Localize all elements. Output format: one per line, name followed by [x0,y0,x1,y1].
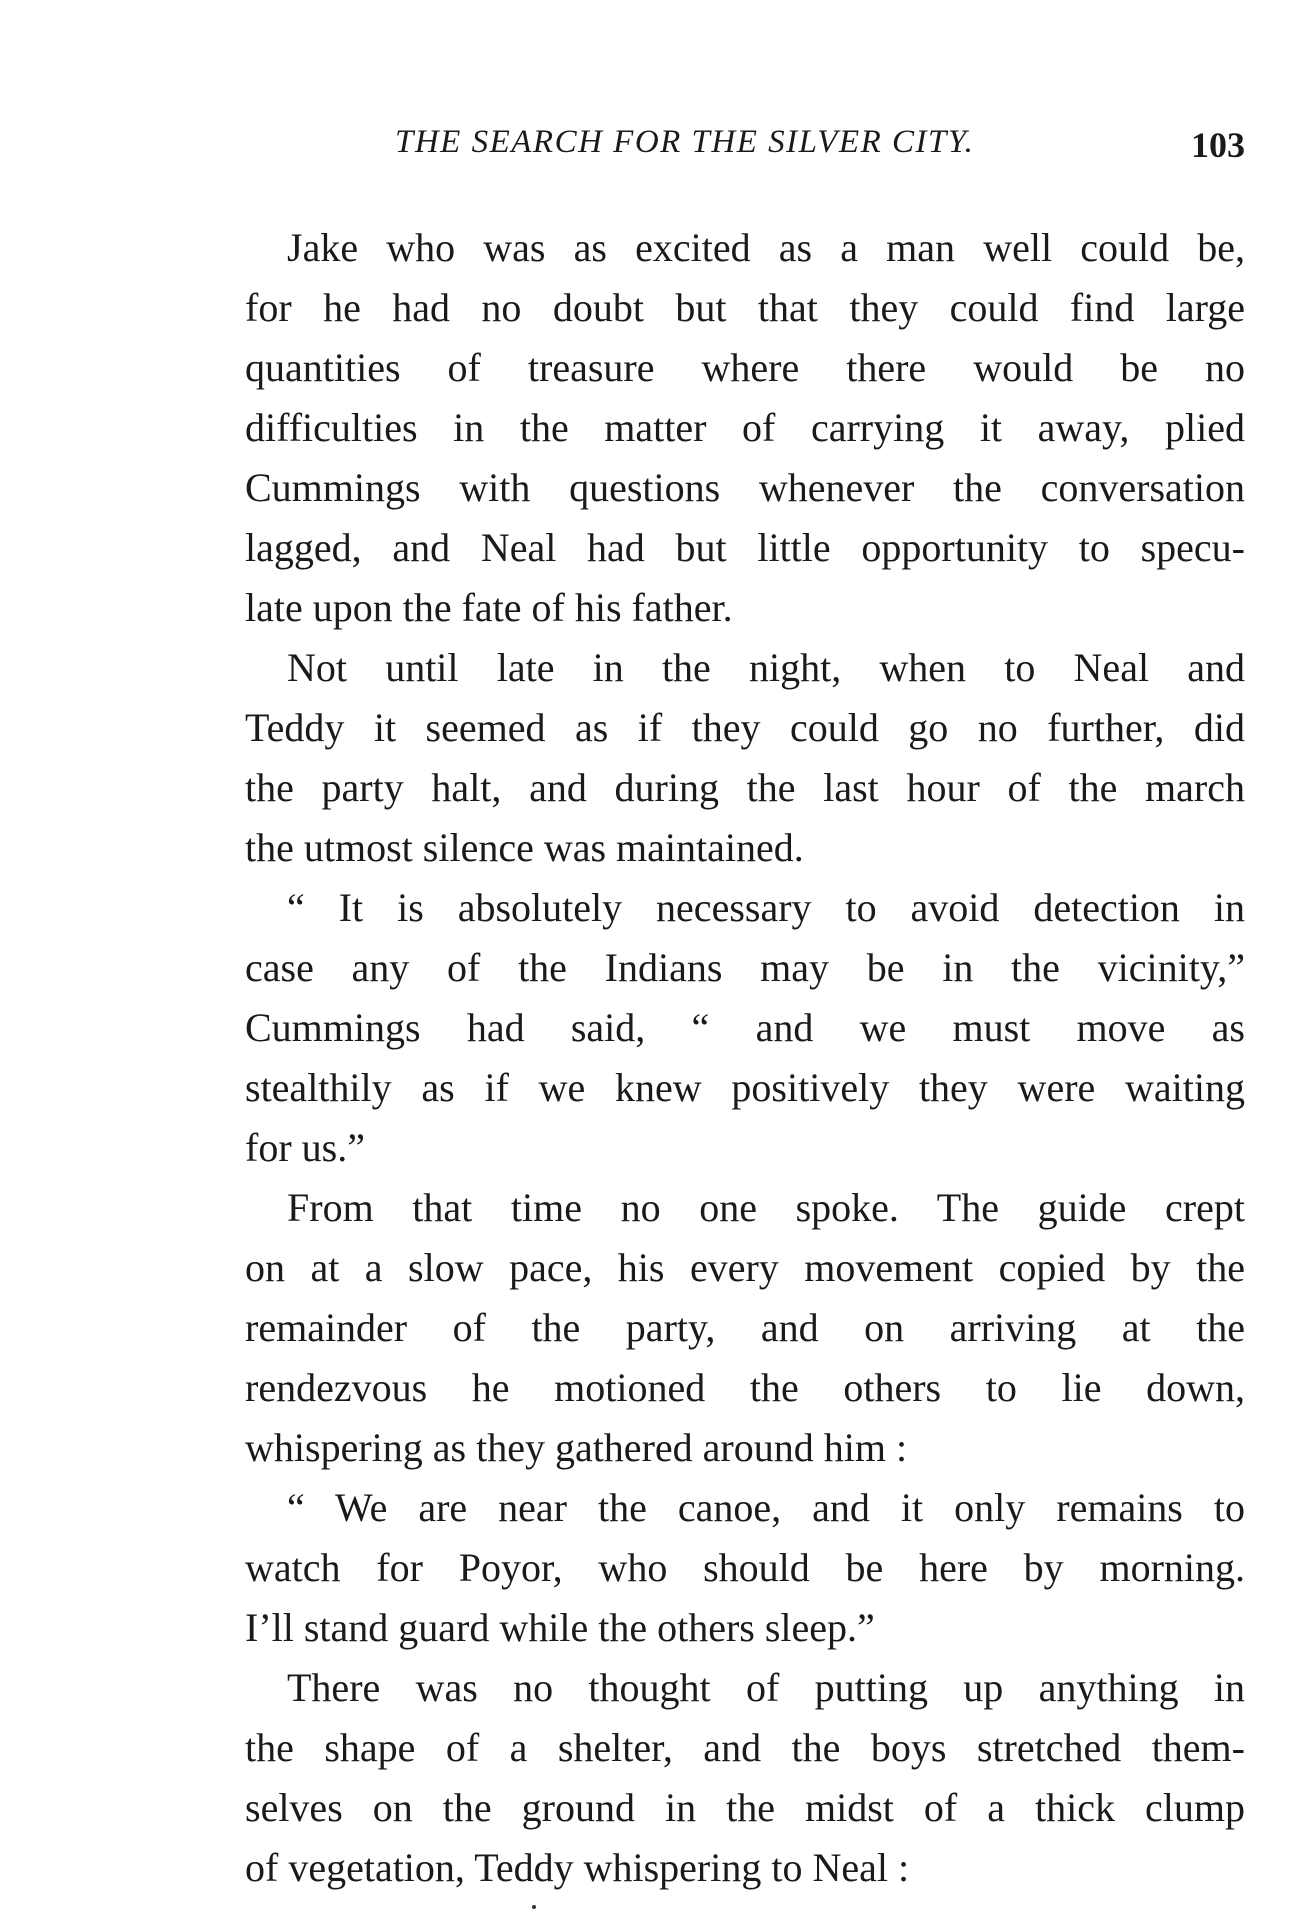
text-line: rendezvous he motioned the others to lie down, [245,1365,1245,1410]
text-line: for us.” [245,1125,365,1170]
text-line: case any of the Indians may be in the vicinity,” [245,945,1245,990]
text-line: the party halt, and during the last hour of the march [245,765,1245,810]
text-line: the shape of a shelter, and the boys stretched them- [245,1725,1245,1770]
running-head [245,124,1245,174]
text-line: selves on the ground in the midst of a thick clump [245,1785,1245,1830]
running-title: THE SEARCH FOR THE SILVER CITY. [395,124,975,160]
text-line: Cummings had said, “ and we must move as [245,1005,1245,1050]
text-line: whispering as they gathered around him : [245,1425,908,1470]
text-line: Cummings with questions whenever the conversation [245,465,1245,510]
page-number: 103 [1191,125,1245,165]
text-line: Jake who was as excited as a man well could be, [287,225,1245,270]
text-line: From that time no one spoke. The guide crept [287,1185,1245,1230]
text-line: late upon the fate of his father. [245,585,733,630]
text-line: remainder of the party, and on arriving at the [245,1305,1245,1350]
text-line: “ We are near the canoe, and it only remains to [287,1485,1245,1530]
text-line: There was no thought of putting up anything in [287,1665,1245,1710]
text-line: Teddy it seemed as if they could go no further, did [245,705,1245,750]
text-line: the utmost silence was maintained. [245,825,804,870]
text-line: I’ll stand guard while the others sleep.” [245,1605,875,1650]
text-line: “ It is absolutely necessary to avoid detection in [287,885,1245,930]
text-line: of vegetation, Teddy whispering to Neal : [245,1845,910,1890]
text-line: Not until late in the night, when to Neal and [287,645,1245,690]
text-line: watch for Poyor, who should be here by morning. [245,1545,1245,1590]
text-line: lagged, and Neal had but little opportunity to specu- [245,525,1245,570]
text-line: quantities of treasure where there would be no [245,345,1245,390]
body-text [245,218,1245,1898]
text-line: for he had no doubt but that they could find large [245,285,1245,330]
text-line: difficulties in the matter of carrying it away, plied [245,405,1245,450]
print-speck [532,1905,536,1909]
text-line: on at a slow pace, his every movement copied by the [245,1245,1245,1290]
text-line: stealthily as if we knew positively they were waiting [245,1065,1245,1110]
